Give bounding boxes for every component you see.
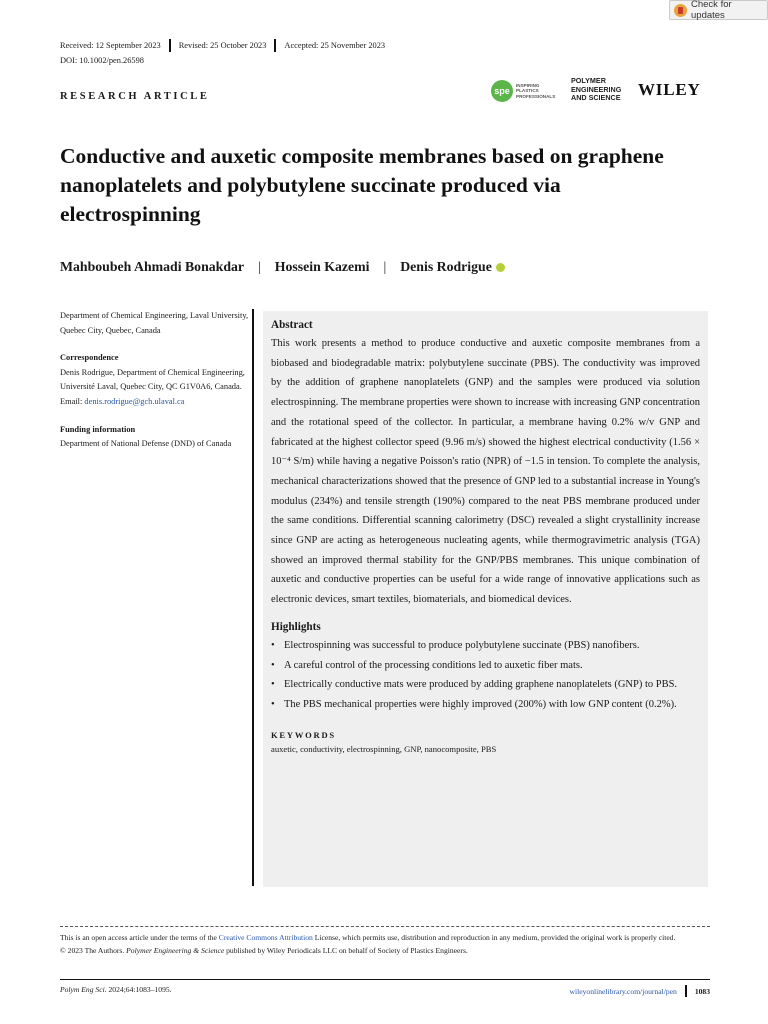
highlights-heading: Highlights bbox=[271, 620, 321, 633]
author-separator: | bbox=[258, 259, 261, 274]
footer-right bbox=[510, 985, 710, 997]
email-link[interactable]: denis.rodrigue@gch.ulaval.ca bbox=[84, 396, 185, 406]
accepted-date: Accepted: 25 November 2023 bbox=[284, 41, 386, 50]
keywords-text: auxetic, conductivity, electrospinning, GNP, nanocomposite, PBS bbox=[271, 743, 497, 754]
wiley-logo: WILEY bbox=[638, 80, 701, 99]
date-separator bbox=[274, 39, 276, 52]
author-name[interactable]: Hossein Kazemi bbox=[274, 259, 370, 274]
correspondence-heading: Correspondence bbox=[60, 353, 119, 363]
spe-logo bbox=[491, 80, 555, 102]
spe-tagline-line: PROFESSIONALS bbox=[516, 93, 556, 99]
received-date: Received: 12 September 2023 bbox=[60, 41, 161, 50]
correspondence-block bbox=[60, 351, 250, 409]
author-name[interactable]: Denis Rodrigue bbox=[400, 259, 492, 274]
check-for-updates-button[interactable] bbox=[669, 0, 768, 20]
date-separator bbox=[169, 39, 171, 52]
highlights-list bbox=[271, 636, 700, 715]
revised-date: Revised: 25 October 2023 bbox=[178, 41, 267, 50]
email-label: Email: bbox=[60, 396, 85, 406]
abstract-box bbox=[263, 311, 708, 887]
funding-block bbox=[60, 423, 250, 452]
spe-tagline-line: PLASTICS bbox=[516, 88, 539, 94]
footer-separator bbox=[685, 985, 687, 997]
citation-details: 2024;64:1083–1095. bbox=[106, 985, 172, 994]
check-for-updates-label: Check for updates bbox=[691, 0, 732, 21]
correspondence-text: Denis Rodrigue, Department of Chemical Engineering, Université Laval, Quebec City, QC G1V0A6, Canada. bbox=[60, 367, 245, 392]
author-list bbox=[60, 259, 505, 275]
license-divider bbox=[60, 926, 710, 927]
license-text: License, which permits use, distribution and reproduction in any medium, provided the original work is properly cited. bbox=[312, 933, 676, 942]
email-line bbox=[60, 395, 250, 410]
cc-license-link[interactable]: Creative Commons Attribution bbox=[218, 933, 313, 942]
funding-heading: Funding information bbox=[60, 424, 136, 434]
page-number: 1083 bbox=[694, 986, 710, 996]
journal-logo-line: ENGINEERING bbox=[571, 84, 622, 94]
affiliation: Department of Chemical Engineering, Laval University, Quebec City, Quebec, Canada bbox=[60, 311, 249, 335]
journal-logo-line: AND SCIENCE bbox=[571, 93, 621, 103]
crossmark-icon bbox=[674, 4, 687, 17]
highlight-item: • Electrically conductive mats were produced by adding graphene nanoplatelets (GNP) to PBS. bbox=[271, 675, 700, 695]
author-info-column bbox=[60, 309, 250, 465]
highlight-item: • The PBS mechanical properties were highly improved (200%) with low GNP content (0.2%). bbox=[271, 695, 700, 715]
footer-rule bbox=[60, 979, 710, 980]
orcid-icon[interactable] bbox=[496, 263, 505, 272]
spe-tagline-line: INSPIRING bbox=[516, 82, 540, 88]
journal-url-link[interactable]: wileyonlinelibrary.com/journal/pen bbox=[569, 986, 677, 996]
doi: DOI: 10.1002/pen.26598 bbox=[60, 56, 144, 65]
copyright-text: published by Wiley Periodicals LLC on behalf of Society of Plastics Engineers. bbox=[224, 946, 468, 955]
spe-tagline bbox=[516, 83, 555, 99]
author-name[interactable]: Mahboubeh Ahmadi Bonakdar bbox=[60, 259, 245, 274]
article-type: RESEARCH ARTICLE bbox=[60, 91, 210, 102]
journal-logo bbox=[571, 77, 621, 103]
copyright-line bbox=[60, 944, 710, 957]
abstract-heading: Abstract bbox=[271, 319, 313, 331]
article-title: Conductive and auxetic composite membranes based on graphene nanoplatelets and polybutylene succinate produced via electrospinning bbox=[60, 144, 664, 226]
funding-text: Department of National Defense (DND) of Canada bbox=[60, 439, 232, 449]
author-separator: | bbox=[383, 259, 387, 274]
journal-logo-line: POLYMER bbox=[571, 76, 606, 85]
keywords-heading: KEYWORDS bbox=[271, 729, 336, 740]
copyright-journal: Polymer Engineering & Science bbox=[126, 946, 225, 955]
copyright-text: © 2023 The Authors. bbox=[60, 946, 127, 955]
license-block bbox=[60, 931, 710, 957]
license-line bbox=[60, 931, 710, 944]
article-dates bbox=[60, 39, 385, 52]
highlight-item: • Electrospinning was successful to produce polybutylene succinate (PBS) nanofibers. bbox=[271, 636, 700, 656]
footer-citation bbox=[60, 985, 172, 994]
citation-journal: Polym Eng Sci. bbox=[60, 985, 107, 994]
abstract-text: This work presents a method to produce conductive and auxetic composite membranes from a biobased and biodegradable matrix: polybutylene succinate (PBS). The conductivity was improved by the addition of graphene nanoplatelets (GNP) and the samples were produced via solution electrospinning. The membrane properties were shown to increase with increasing GNP concentration and the rotational speed of the collector. In particular, a membrane having 0.2% w/v GNP and fabricated at the highest collector speed (9.96 m/s) showed the highest electrical conductivity (1.56 × 10⁻⁴ S/m) while having a negative Poisson's ratio (NPR) of −1.5 in tension. To complete the analysis, mechanical characterizations showed that the presence of GNP led to a substantial increase in Young's modulus (234%) and tensile strength (190%) compared to the neat PBS membrane produced under the same conditions. Differential scanning calorimetry (DSC) revealed a slight crystallinity increase since GNP are acting as heterogeneous nucleating agents, while thermogravimetric analysis (TGA) showed an improved thermal stability for the GNP/PBS membranes. This unique combination of auxetic and conductive properties can be useful for a wide range of innovative applications such as electronic devices, smart textiles, biomaterials, and biomedical devices. bbox=[271, 338, 700, 606]
abstract-rule bbox=[252, 309, 254, 886]
license-text: This is an open access article under the terms of the bbox=[60, 933, 219, 942]
spe-mark: spe bbox=[491, 80, 513, 102]
highlight-item: • A careful control of the processing conditions led to auxetic fiber mats. bbox=[271, 656, 700, 676]
